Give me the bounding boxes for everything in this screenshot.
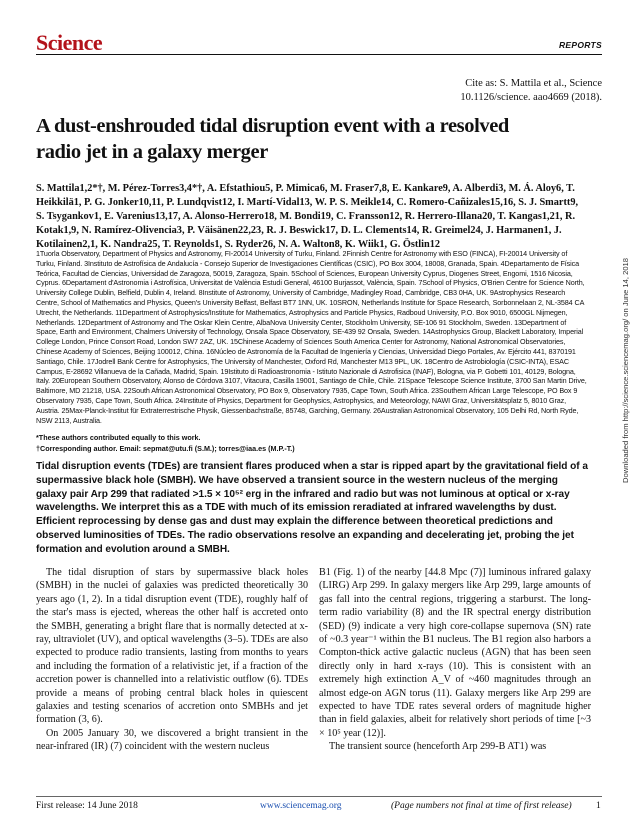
body-paragraph: The tidal disruption of stars by supermassive black holes (SMBH) in the nuclei of galaxies was predicted theoretically 30 years ago (1, 2). In a tidal disruption event (TDE), roughly half of the star's mass is ejected, whereas the other half is accreted onto the SMBH, generating a bright flare that is normally detected at x-ray, ultraviolet (UV), and optical wavelengths (3–5). TDEs are also expected to produce radio transients, lasting from months to years and including the formation of a relativistic jet, if a fraction of the accretion power is channelled into a relativistic outflow (6). TDEs provide a means of probing central black holes in quiescent galaxies and testing scenarios of accretion onto SMBHs and jet formation (3, 6). <box>36 567 308 726</box>
website-link[interactable]: www.sciencemag.org <box>260 801 342 811</box>
body-paragraph: The transient source (henceforth Arp 299-B AT1) was <box>329 741 547 753</box>
equal-contribution-note: *These authors contributed equally to this work. <box>36 433 201 442</box>
author-notes <box>36 432 588 454</box>
page-number-note: (Page numbers not final at time of first release) <box>391 801 572 811</box>
abstract: Tidal disruption events (TDEs) are transient flares produced when a star is ripped apart by the gravitational field of a supermassive black hole (SMBH). We have observed a transient source in the western nucleus of the merging galaxy pair Arp 299 that radiated >1.5 × 10⁵² erg in the infrared and radio but was not luminous at optical or x-ray wavelengths. We interpret this as a TDE with much of its emission reradiated at infrared wavelengths by dust. Efficient reprocessing by dense gas and dust may explain the difference between theoretical predictions and observed luminosities of TDEs. The radio observations resolve an expanding and decelerating jet, probing the jet formation and evolution around a SMBH. <box>36 461 588 555</box>
journal-logo: Science <box>36 30 103 55</box>
citation-block <box>342 77 602 104</box>
release-date: First release: 14 June 2018 <box>36 801 138 811</box>
author-list: S. Mattila1,2*†, M. Pérez-Torres3,4*†, A. Efstathiou5, P. Mimica6, M. Fraser7,8, E. Kankare9, A. Alberdi3, M. Á. Aloy6, T. Heikkilä1, P. G. Jonker10,11, P. Lundqvist12, I. Martí-Vidal13, W. P. S. Meikle14, C. Romero-Cañizales15,16, S. J. Smartt9, S. Tsygankov1, E. Varenius13,17, A. Alonso-Herrero18, M. Bondi19, C. Fransson12, R. Herrero-Illana20, T. Kangas1,21, R. Kotak1,9, N. Ramírez-Olivencia3, P. Väisänen22,23, R. J. Beswick17, D. L. Clements14, R. Greimel24, J. Harmanen1, J. Kotilainen2,1, K. Nandra25, T. Reynolds1, S. Ryder26, N. A. Walton8, K. Wiik1, G. Östlin12 <box>36 183 579 250</box>
footer-rule <box>36 796 602 797</box>
body-paragraph: B1 (Fig. 1) of the nearby [44.8 Mpc (7)] luminous infrared galaxy (LIRG) Arp 299. In galaxy mergers like Arp 299, large amounts of gas fall into the central regions, triggering a starburst. The long-term radio variability (8) and the IR spectral energy distribution (SED) (9) indicate a very high core-collapse supernova (SN) rate of ~0.3 year⁻¹ within the B1 nucleus. The B1 region also harbors a Compton-thick active galactic nucleus (AGN) that has been seen directly only in hard x-rays (10). This is consistent with an extremely high extinction A_V of ~460 magnitudes through an almost edge-on AGN torus (11). Galaxy mergers like Arp 299 are expected to have TDE rates several orders of magnitude higher than in field galaxies, albeit for relatively short periods of time [~3 × 10⁵ year (12)]. <box>319 567 591 739</box>
body-column-right <box>319 566 591 754</box>
header-rule <box>36 54 602 55</box>
corresponding-author-note: †Corresponding author. Email: sepmat@utu.fi (S.M.); torres@iaa.es (M.P.-T.) <box>36 444 295 453</box>
body-column-left <box>36 566 308 754</box>
affiliations: 1Tuorla Observatory, Department of Physics and Astronomy, FI-20014 University of Turku, Finland. 2Finnish Centre for Astronomy with ESO (FINCA), FI-20014 University of Turku, Finland. 3Instituto de Astrofísica de Andalucía - Consejo Superior de Investigaciones Científicas (CSIC), PO Box 3004, 18008, Granada, Spain. 4Departamento de Física Teórica, Facultad de Ciencias, Universidad de Zaragoza, 50019, Zaragoza, Spain. 5School of Sciences, European University Cyprus, Diogenes Street, Engomi, 1516 Nicosia, Cyprus. 6Departament d'Astronomia i Astrofísica, Universitat de València Estudi General, 46100 Burjassot, València, Spain. 7School of Physics, O'Brien Centre for Science North, University College Dublin, Belfield, Dublin 4, Ireland. 8Institute of Astronomy, University of Cambridge, Madingley Road, Cambridge, CB3 0HA, UK. 9Astrophysics Research Centre, School of Mathematics and Physics, Queen's University Belfast, Belfast BT7 1NN, UK. 10SRON, Netherlands Institute for Space Research, Sorbonnelaan 2, NL-3584 CA Utrecht, the Netherlands. 11Department of Astrophysics/Institute for Mathematics, Astrophysics and Particle Physics, Radboud University, P.O. Box 9010, 6500GL Nijmegen, Netherlands. 12Department of Astronomy and The Oskar Klein Centre, AlbaNova University Center, Stockholm University, SE-106 91 Stockholm, Sweden. 13Department of Space, Earth and Environment, Chalmers University of Technology, Onsala Space Observatory, SE-439 92 Onsala, Sweden. 14Astrophysics Group, Blackett Laboratory, Imperial College London, Prince Consort Road, London SW7 2AZ, UK. 15Chinese Academy of Sciences South America Center for Astronomy, National Astronomical Observatories, Chinese Academy of Sciences, Beijing 100012, China. 16Núcleo de Astronomía de la Facultad de Ingeniería y Ciencias, Universidad Diego Portales, Av. Ejército 441, 8370191 Santiago, Chile. 17Jodrell Bank Centre for Astrophysics, The University of Manchester, Oxford Rd, Manchester M13 9PL, UK. 18Centro de Astrobiología (CSIC-INTA), ESAC Campus, E-28692 Villanueva de la Cañada, Madrid, Spain. 19Istituto di Radioastronomia - Istituto Nazionale di Astrofisica (INAF), Bologna, via P. Gobetti 101, 40129, Bologna, Italy. 20European Southern Observatory, Alonso de Córdova 3107, Vitacura, Casilla 19001, Santiago de Chile, Chile. 21Space Telescope Science Institute, 3700 San Martin Drive, Baltimore, MD 21218, USA. 22South African Astronomical Observatory, PO Box 9, Observatory 7935, Cape Town, South Africa. 23Southern African Large Telescope, PO Box 9 Observatory 7935, Cape Town, South Africa. 24Institute of Physics, Department for Geophysics, Astrophysics, and Meteorology, NAWI Graz, Universitätsplatz 5, 8010 Graz, Austria. 25Max-Planck-Institut für Extraterrestrische Physik, Giessenbachstraße, 85748, Garching, Germany. 26Australian Astronomical Observatory, 105 Delhi Rd, North Ryde, NSW 2113, Australia. <box>36 249 587 425</box>
article-title: A dust-enshrouded tidal disruption event with a resolved radio jet in a galaxy merger <box>36 115 509 163</box>
download-stamp: Downloaded from http://science.sciencemag.org/ on June 14, 2018 <box>621 258 630 483</box>
citation-line-2: 10.1126/science. aao4669 (2018). <box>460 91 602 103</box>
section-label: REPORTS <box>558 40 602 50</box>
citation-line-1: Cite as: S. Mattila et al., Science <box>465 78 602 89</box>
body-paragraph: On 2005 January 30, we discovered a bright transient in the near-infrared (IR) (7) coincident with the western nucleus <box>36 727 308 753</box>
page-number: 1 <box>596 801 601 811</box>
